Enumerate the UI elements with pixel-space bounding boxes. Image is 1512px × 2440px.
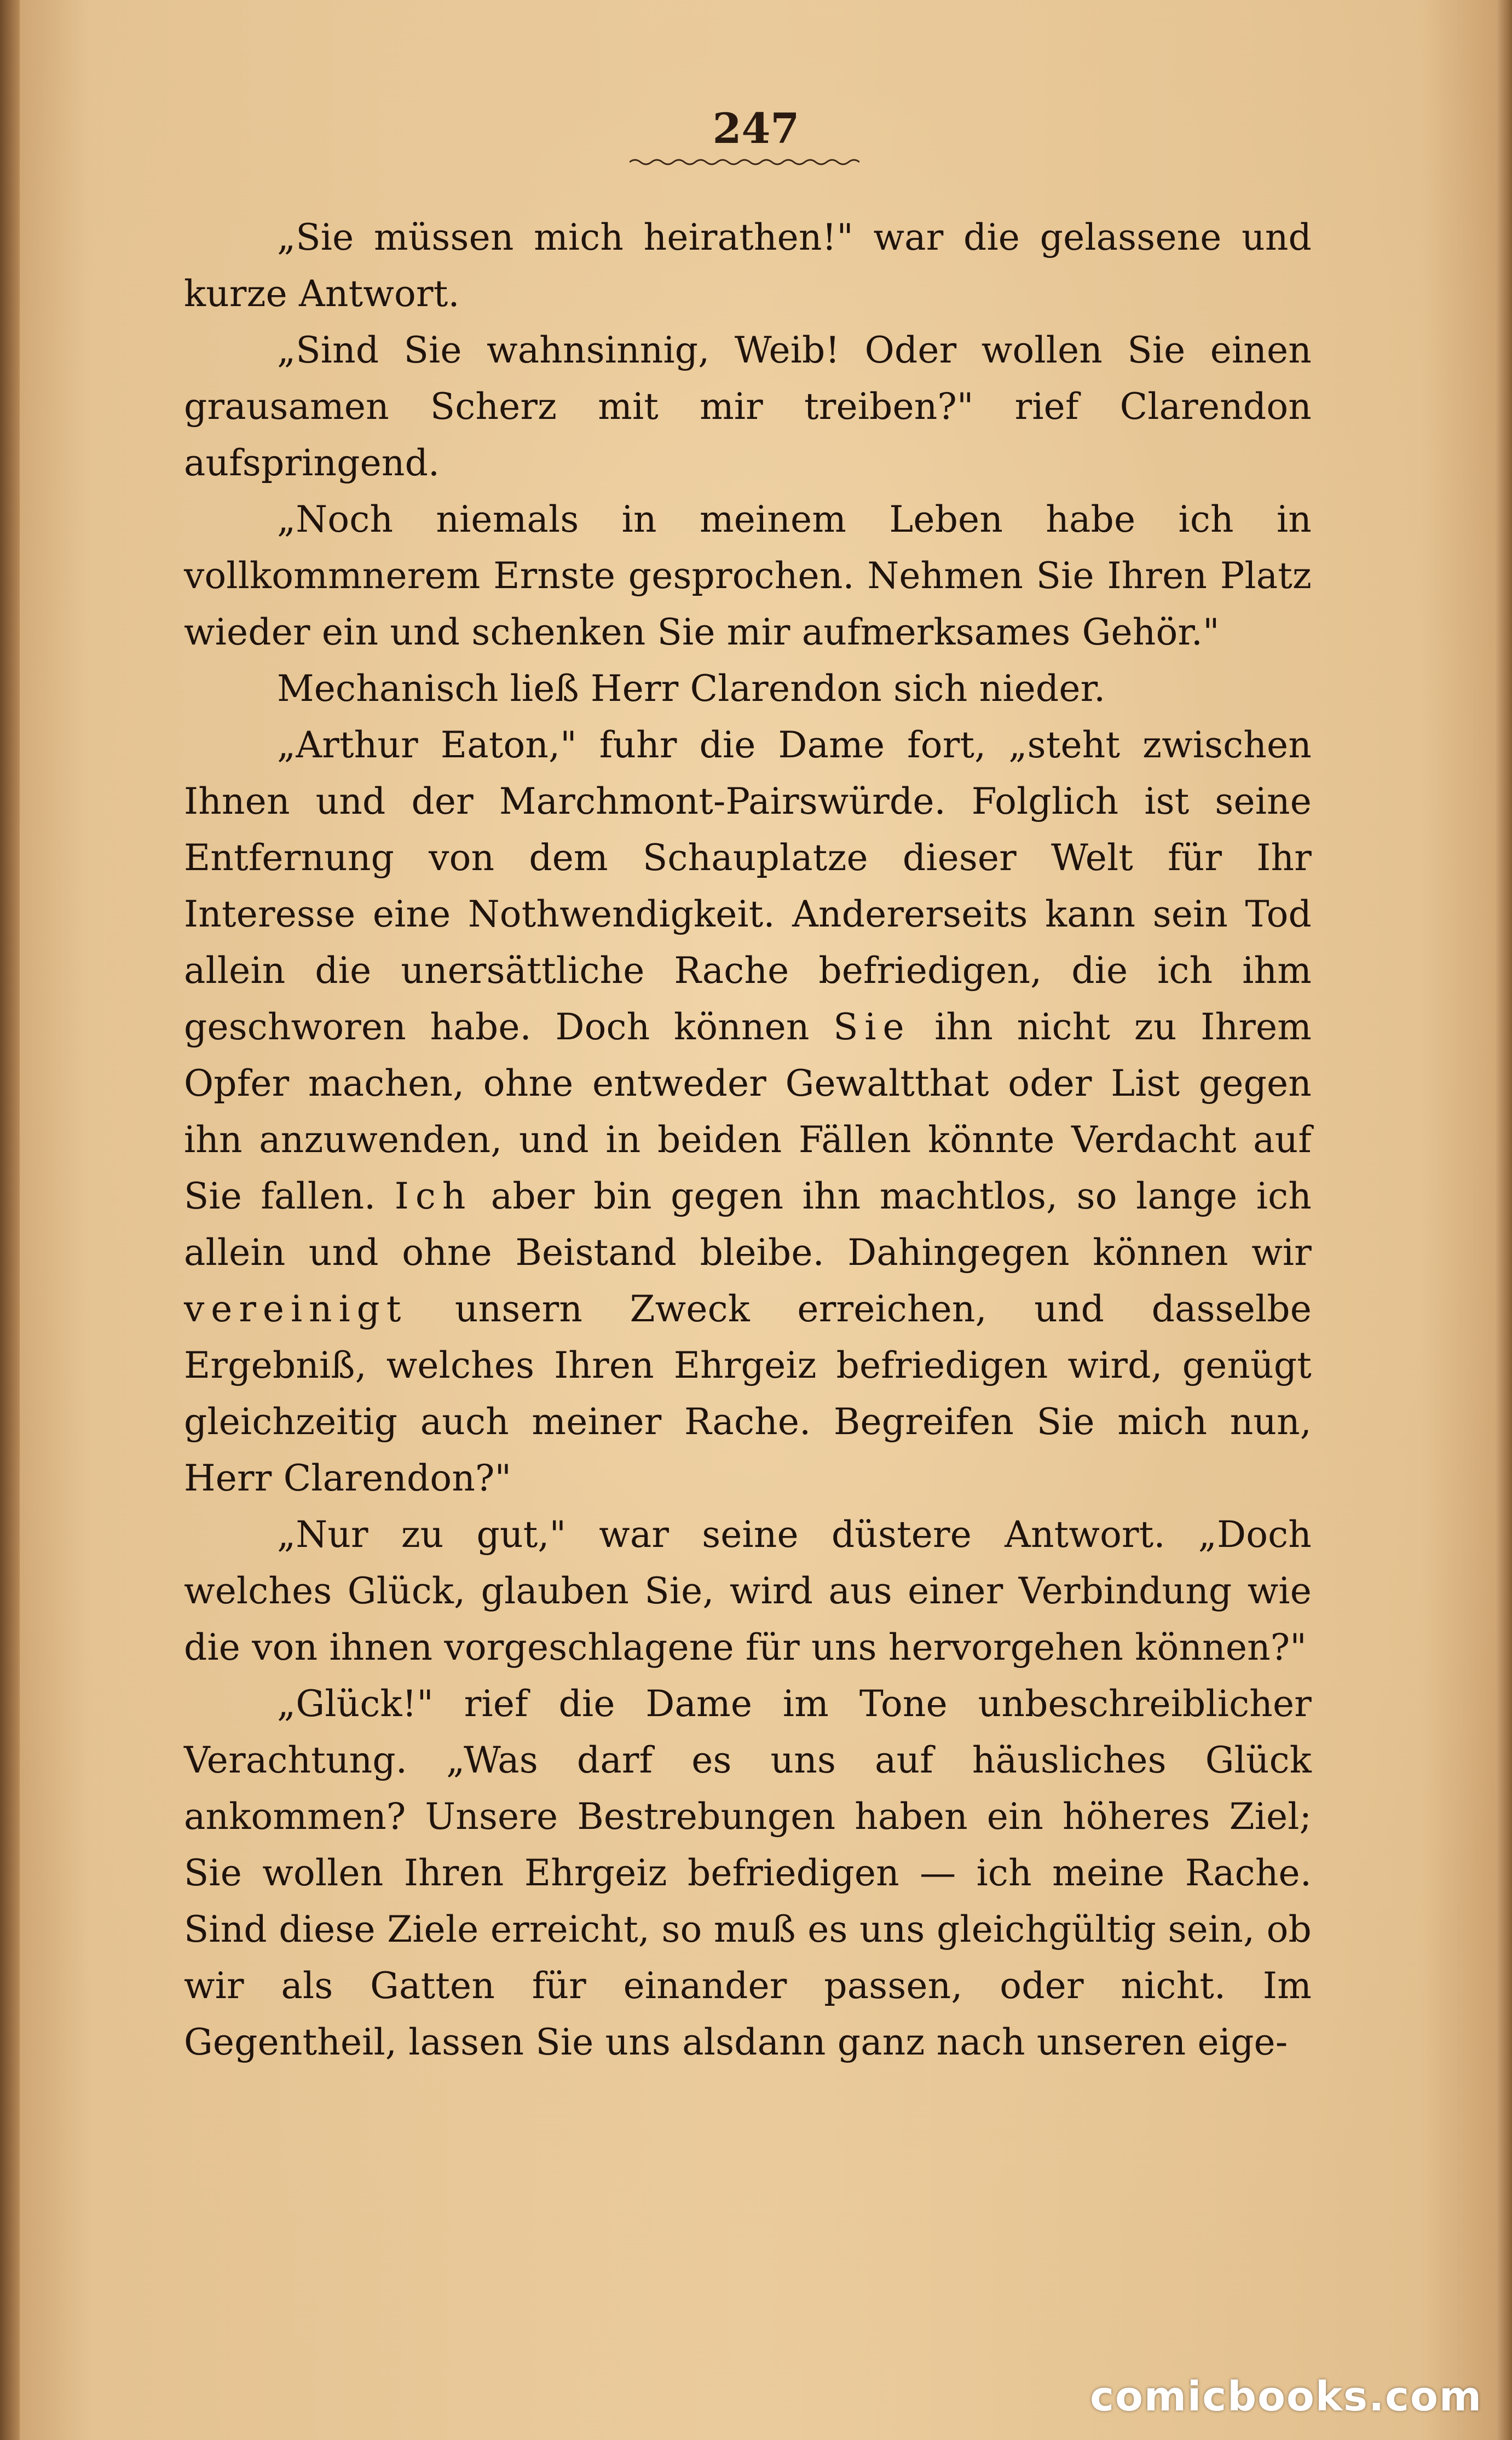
emphasized-word: Ich — [394, 1175, 472, 1217]
emphasized-word: Sie — [833, 1006, 911, 1048]
paragraph: „Nur zu gut," war seine düstere Antwort. „Doch welches Glück, glauben Sie, wird aus einer Verbindung wie die von ihnen vorgeschlagene für uns hervorgehen können?" — [184, 1514, 1312, 1668]
paragraph: Mechanisch ließ Herr Clarendon sich nieder. — [277, 667, 1106, 710]
decorative-rule — [630, 157, 859, 168]
text-run: unsern Zweck erreichen, und dasselbe Ergebniß, welches Ihren Ehrgeiz befriedigen wird, genügt gleichzeitig auch meiner Rache. Begreifen Sie mich nun, Herr Clarendon?" — [184, 1288, 1312, 1499]
page-number: 247 — [712, 104, 800, 153]
emphasized-word: vereinigt — [184, 1288, 408, 1330]
paragraph-long — [184, 717, 1312, 1506]
page-edge-right — [1496, 0, 1512, 2440]
paragraph: „Noch niemals in meinem Leben habe ich in vollkommnerem Ernste gesprochen. Nehmen Sie Ihren Platz wieder ein und schenken Sie mir aufmerksames Gehör." — [184, 498, 1312, 653]
page-edge-left — [0, 0, 20, 2440]
watermark: comicbooks.com — [1090, 2373, 1482, 2420]
text-run: „Arthur Eaton," fuhr die Dame fort, „steht zwischen Ihnen und der Marchmont-Pairswürde. Folglich ist seine Entfernung von dem Schauplatze dieser Welt für Ihr Interesse eine Nothwendigkeit. Andererseits kann sein Tod allein die unersättliche Rache befriedigen, die ich ihm geschworen habe. Doch können — [184, 724, 1312, 1048]
paragraph: „Sie müssen mich heirathen!" war die gelassene und kurze Antwort. — [184, 216, 1312, 315]
paragraph: „Glück!" rief die Dame im Tone unbeschreiblicher Verachtung. „Was darf es uns auf häusliches Glück ankommen? Unsere Bestrebungen haben ein höheres Ziel; Sie wollen Ihren Ehrgeiz befriedigen — ich meine Rache. Sind diese Ziele erreicht, so muß es uns gleichgültig sein, ob wir als Gatten für einander passen, oder nicht. Im Gegentheil, lassen Sie uns alsdann ganz nach unseren eige- — [184, 1683, 1312, 2063]
text-run: ihn nicht zu Ihrem Opfer machen, ohne entweder Gewaltthat oder List gegen ihn anzuwenden, und in beiden Fällen könnte Verdacht auf Sie fallen. — [184, 1006, 1312, 1217]
text-run: aber bin gegen ihn machtlos, so lange ich allein und ohne Beistand bleibe. Dahingegen können wir — [184, 1175, 1312, 1274]
body-text — [184, 209, 1312, 2070]
paragraph: „Sind Sie wahnsinnig, Weib! Oder wollen Sie einen grausamen Scherz mit mir treiben?" rief Clarendon aufspringend. — [184, 329, 1312, 484]
